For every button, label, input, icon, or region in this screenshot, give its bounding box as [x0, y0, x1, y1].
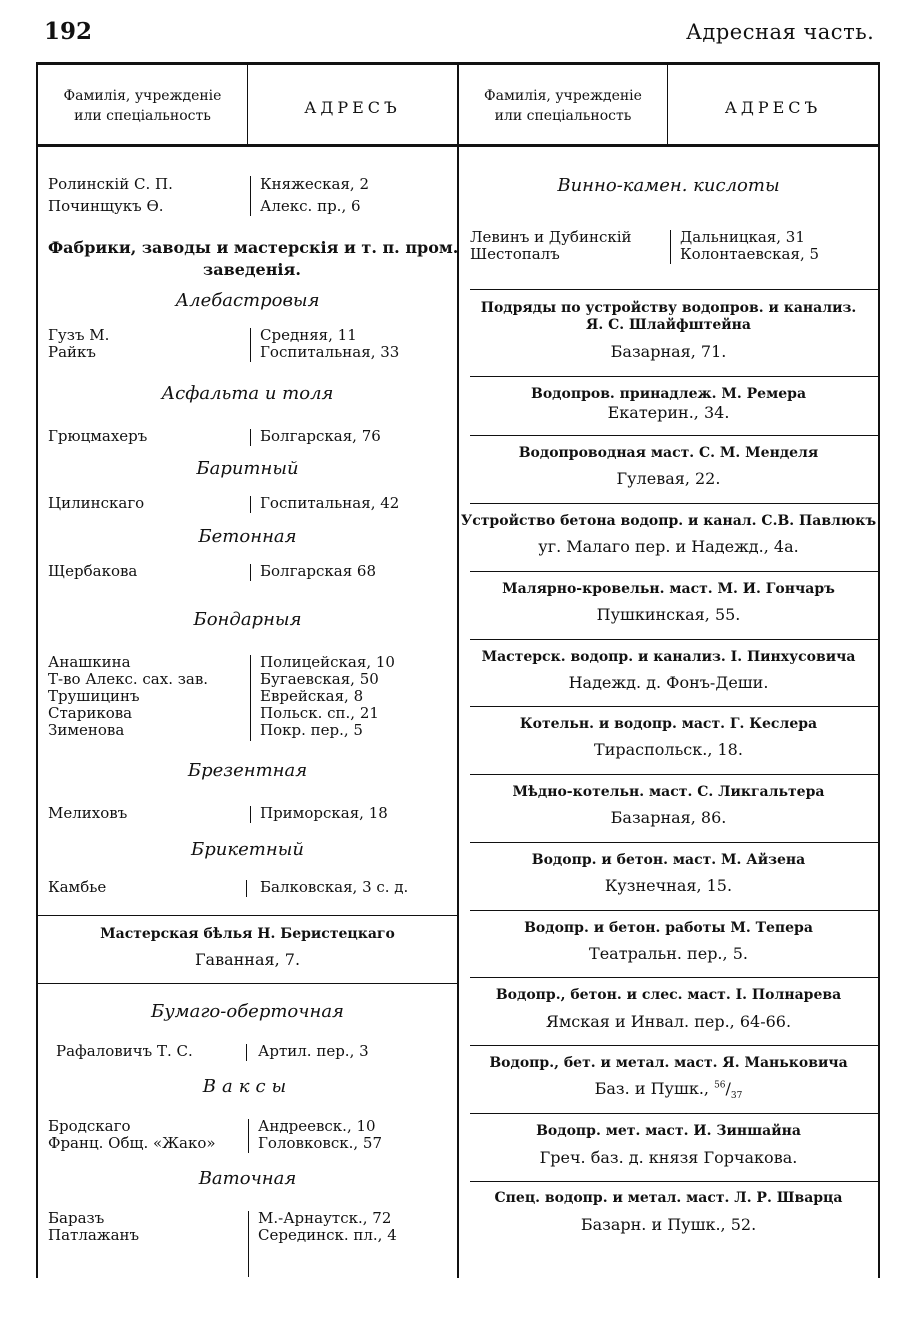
box-rule	[470, 842, 878, 843]
entry-address: Артил. пер., 3	[258, 1042, 369, 1060]
entry-name: Райкъ	[48, 343, 96, 361]
box-address-text: Баз. и Пушк.,	[594, 1079, 709, 1098]
entry-address: Серединск. пл., 4	[258, 1226, 397, 1244]
box-title: Малярно-кровельн. маст. М. И. Гончаръ	[502, 581, 835, 597]
entry-name: Т-во Алекс. сах. зав.	[48, 670, 209, 688]
box-address: Пушкинская, 55.	[596, 605, 741, 624]
main-heading-line2: заведенія.	[203, 260, 301, 279]
entry-name: Старикова	[48, 704, 133, 722]
entry-address: Балковская, 3 с. д.	[260, 878, 409, 896]
entry-name: Камбье	[48, 878, 107, 896]
entry-name: Рафаловичъ Т. С.	[56, 1042, 193, 1060]
entry-address: Госпитальная, 33	[260, 343, 400, 361]
box-address: Базарная, 71.	[610, 342, 727, 361]
column-bar	[248, 1119, 249, 1153]
entry-address: Княжеская, 2	[260, 175, 370, 193]
column-bar	[250, 655, 251, 741]
column-bar	[250, 429, 251, 446]
box-address: Гаванная, 7.	[194, 950, 301, 969]
entry-address: Приморская, 18	[260, 804, 388, 822]
box-rule	[470, 289, 878, 290]
column-bar	[250, 176, 251, 216]
box-title: Водопр. и бетон. работы М. Тепера	[524, 920, 813, 936]
main-heading-line1: Фабрики, заводы и мастерскія и т. п. пром.	[48, 238, 459, 257]
entry-name: Патлажанъ	[48, 1226, 140, 1244]
box-title-line2: Я. С. Шлайфштейна	[585, 317, 752, 333]
column-bar	[248, 1211, 249, 1277]
header-name-left	[38, 86, 247, 126]
box-address: Базарн. и Пушк., 52.	[580, 1215, 757, 1234]
box-address: Гулевая, 22.	[616, 469, 721, 488]
entry-address: Дальницкая, 31	[680, 228, 805, 246]
entry-name: Анашкина	[48, 653, 131, 671]
column-bar	[246, 1044, 247, 1061]
section-title: Ваксы	[202, 1076, 293, 1097]
box-rule	[470, 774, 878, 775]
right-border	[878, 62, 880, 1278]
running-title: Адресная часть.	[686, 20, 875, 44]
box-rule	[470, 910, 878, 911]
box-title: Водопров. принадлеж. М. Ремера	[530, 386, 807, 402]
box-address: Кузнечная, 15.	[604, 876, 733, 895]
box-rule	[470, 706, 878, 707]
box-title: Водопр. и бетон. маст. М. Айзена	[531, 852, 806, 868]
section-title: Баритный	[196, 458, 299, 479]
box-title: Котельн. и водопр. маст. Г. Кеслера	[519, 716, 818, 732]
section-title: Ваточная	[198, 1168, 297, 1189]
entry-name: Ролинскій С. П.	[48, 175, 173, 193]
box-title: Мѣдно-котельн. маст. С. Ликгальтера	[512, 784, 825, 800]
entry-name: Бродскаго	[48, 1117, 131, 1135]
entry-address: Алекс. пр., 6	[260, 197, 361, 215]
entry-name: Шестопалъ	[470, 245, 560, 263]
entry-address: Андреевск., 10	[258, 1117, 376, 1135]
box-address: Ямская и Инвал. пер., 64-66.	[545, 1012, 792, 1031]
box-rule	[470, 571, 878, 572]
entry-address: Госпитальная, 42	[260, 494, 400, 512]
entry-address: Колонтаевская, 5	[680, 245, 820, 263]
entry-name: Франц. Общ. «Жако»	[48, 1134, 216, 1152]
column-bar	[246, 880, 247, 897]
box-address: Екатерин., 34.	[607, 403, 730, 422]
box-rule	[470, 639, 878, 640]
entry-address: Польск. сп., 21	[260, 704, 379, 722]
box-title: Водопроводная маст. С. М. Менделя	[518, 445, 819, 461]
box-address: Базарная, 86.	[610, 808, 727, 827]
box-title: Водопр., бет. и метал. маст. Я. Маньковича	[489, 1055, 848, 1071]
box-rule	[38, 983, 457, 984]
section-title: Бетонная	[198, 526, 297, 547]
entry-address: Покр. пер., 5	[260, 721, 363, 739]
entry-address: Болгарская, 76	[260, 427, 381, 445]
column-bar	[250, 806, 251, 823]
header-name-line1: Фамилія, учрежденіе	[484, 88, 642, 104]
entry-address: Бугаевская, 50	[260, 670, 379, 688]
box-title: Водопр. мет. маст. И. Зиншайна	[536, 1123, 801, 1139]
box-title: Подряды по устройству водопров. и канализ.	[480, 300, 857, 316]
section-title: Винно-камен. кислоты	[557, 175, 780, 196]
box-address: Театральн. пер., 5.	[589, 944, 748, 963]
address-fraction-numerator: 56	[714, 1080, 726, 1091]
header-name-right	[459, 86, 667, 126]
section-title: Асфальта и толя	[161, 383, 334, 404]
box-address: Надежд. д. Фонъ-Деши.	[568, 673, 769, 692]
box-rule	[470, 376, 878, 377]
entry-name: Щербакова	[48, 562, 138, 580]
box-rule	[470, 1045, 878, 1046]
header-name-line2: или спеціальность	[494, 108, 632, 124]
box-address: Баз. и Пушк., $^{56}/_{37}$	[594, 1079, 743, 1102]
box-address: Греч. баз. д. князя Горчакова.	[539, 1148, 798, 1167]
entry-address: М.-Арнаутск., 72	[258, 1209, 392, 1227]
entry-address: Еврейская, 8	[260, 687, 364, 705]
entry-address: Полицейская, 10	[260, 653, 395, 671]
box-rule	[470, 977, 878, 978]
column-bar	[250, 328, 251, 362]
box-title: Водопр., бетон. и слес. маст. І. Полнарева	[495, 987, 842, 1003]
box-title: Спец. водопр. и метал. маст. Л. Р. Шварца	[494, 1190, 843, 1206]
entry-name: Грюцмахеръ	[48, 427, 148, 445]
entry-name: Баразъ	[48, 1209, 105, 1227]
box-rule	[470, 1113, 878, 1114]
entry-name: Починщукъ Ѳ.	[48, 197, 164, 215]
box-address: уг. Малаго пер. и Надежд., 4а.	[538, 537, 799, 556]
section-title: Бумаго-оберточная	[151, 1001, 344, 1022]
box-title: Мастерская бѣлья Н. Беристецкаго	[100, 926, 395, 942]
box-rule	[38, 915, 457, 916]
page-number: 192	[44, 18, 93, 45]
section-title: Брезентная	[187, 760, 308, 781]
entry-name: Мелиховъ	[48, 804, 128, 822]
entry-address: Средняя, 11	[260, 326, 357, 344]
box-title: Устройство бетона водопр. и канал. С.В. Павлюкъ	[460, 513, 877, 529]
header-name-line1: Фамилія, учрежденіе	[63, 88, 222, 104]
column-bar	[250, 496, 251, 513]
column-bar	[250, 564, 251, 581]
section-title: Брикетный	[191, 839, 304, 860]
entry-name: Трушицинъ	[48, 687, 140, 705]
section-title: Бондарныя	[193, 609, 302, 630]
entry-name: Левинъ и Дубинскій	[470, 228, 632, 246]
address-fraction-denominator: 37	[730, 1091, 743, 1102]
box-rule	[470, 503, 878, 504]
entry-address: Головковск., 57	[258, 1134, 382, 1152]
header-addr-right: АДРЕСЪ	[724, 98, 822, 117]
entry-address: Болгарская 68	[260, 562, 377, 580]
header-name-line2: или спеціальность	[74, 108, 211, 124]
entry-name: Цилинскаго	[48, 494, 145, 512]
box-rule	[470, 1181, 878, 1182]
box-rule	[470, 435, 878, 436]
entry-name: Гузъ М.	[48, 326, 110, 344]
header-addr-left: АДРЕСЪ	[304, 98, 401, 117]
box-title: Мастерск. водопр. и канализ. І. Пинхусовича	[481, 649, 856, 665]
box-address: Тираспольск., 18.	[594, 740, 743, 759]
section-title: Алебастровыя	[175, 290, 320, 311]
column-bar	[670, 230, 671, 264]
entry-name: Зименова	[48, 721, 125, 739]
